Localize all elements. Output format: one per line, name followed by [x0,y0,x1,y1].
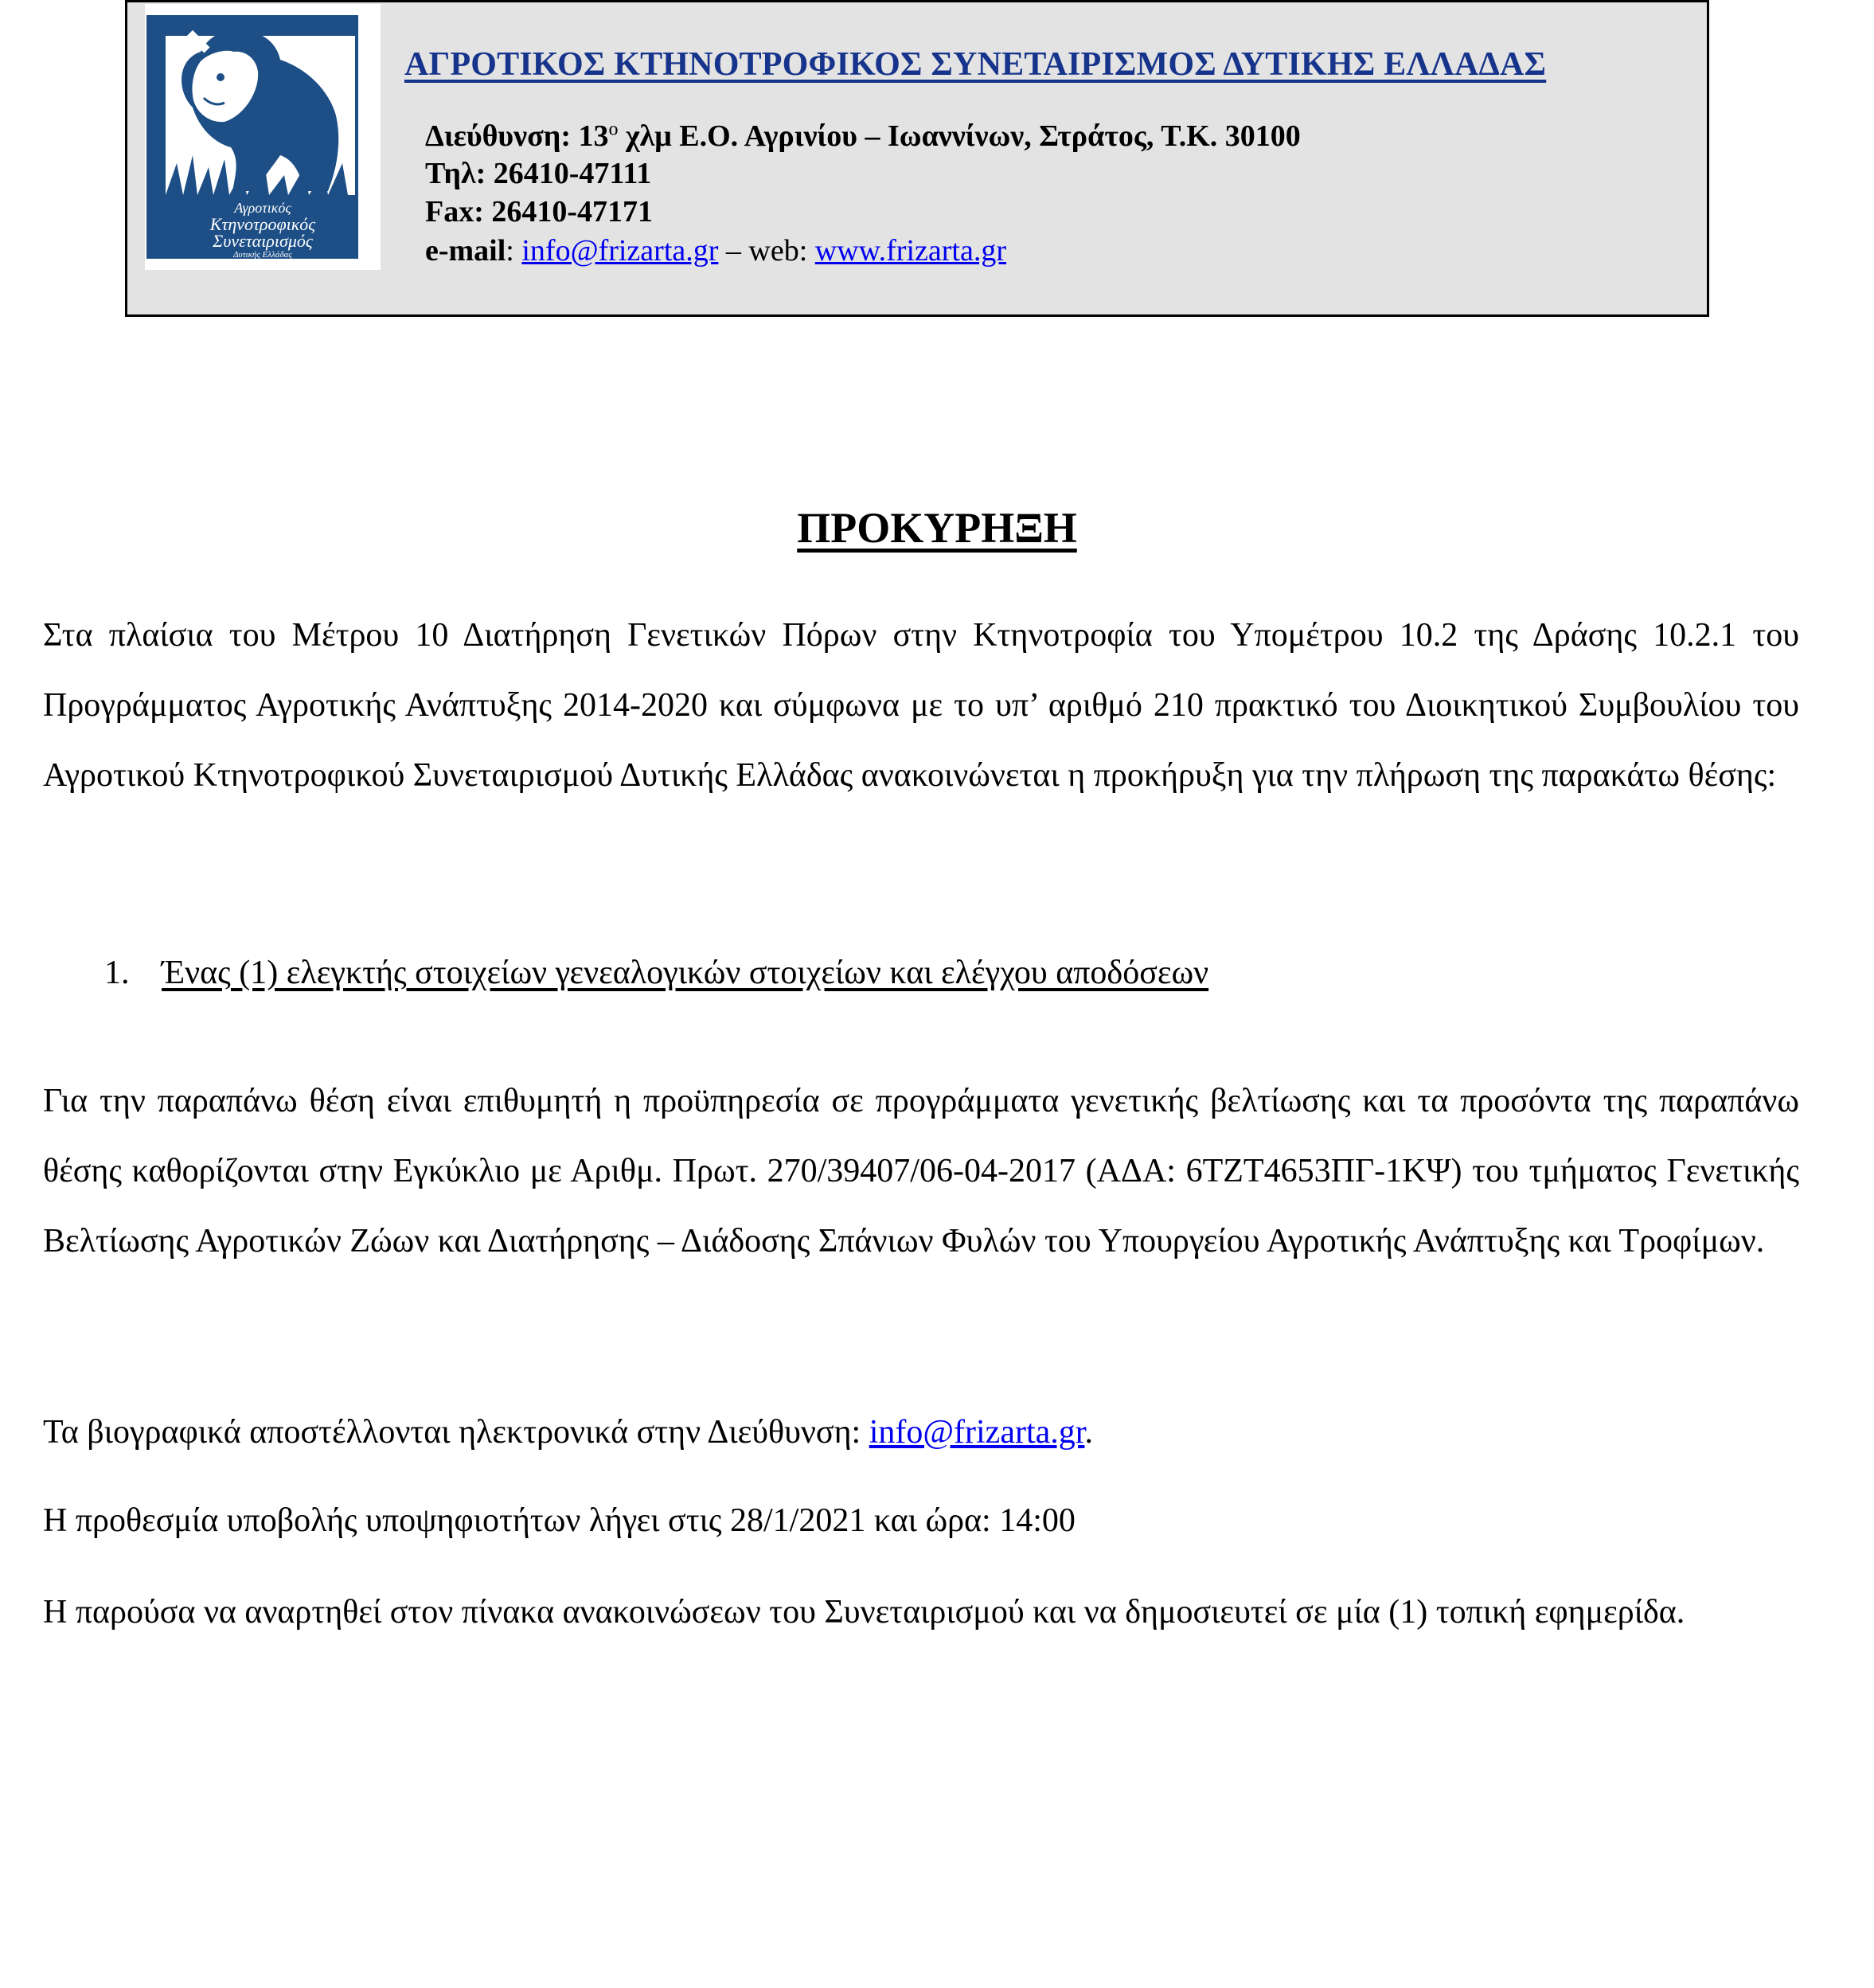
cv-text: Τα βιογραφικά αποστέλλονται ηλεκτρονικά στην Διεύθυνση: [43,1414,869,1451]
phone-line: Τηλ: 26410-47111 [425,157,652,190]
cv-email-link[interactable]: info@frizarta.gr [869,1414,1085,1451]
logo [145,4,381,270]
lamb-logo-icon [145,4,381,270]
logo-caption-1: Αγροτικός [234,200,291,216]
web-link[interactable]: www.frizarta.gr [814,234,1006,268]
address-rest: χλμ Ε.Ο. Αγρινίου – Ιωαννίνων, Στράτος, Τ.Κ. 30100 [618,119,1301,153]
publication-paragraph: Η παρούσα να αναρτηθεί στον πίνακα ανακοινώσεων του Συνεταιρισμού και να δημοσιευτεί σε μία (1) τοπική εφημερίδα. [43,1594,1685,1631]
letterhead [125,0,1709,317]
requirements-paragraph: Για την παραπάνω θέση είναι επιθυμητή η προϋπηρεσία σε προγράμματα γενετικής βελτίωσης και τα προσόντα της παραπάνω θέσης καθορίζονται στην Εγκύκλιο με Αριθμ. Πρωτ. 270/39407/06-04-2017 (ΑΔΑ: 6ΤΖΤ4653ΠΓ-1ΚΨ) του τμήματος Γενετικής Βελτίωσης Αγροτικών Ζώων και Διατήρησης – Διάδοσης Σπάνιων Φυλών του Υπουργείου Αγροτικής Ανάπτυξης και Τροφίμων. [43,1083,1799,1260]
email-web-line [425,233,1006,268]
logo-caption-4: Δυτικής Ελλάδας [233,250,292,260]
logo-caption-3: Συνεταιρισμός [213,231,313,251]
list-item [104,954,1208,992]
fax-line: Fax: 26410-47171 [425,195,654,228]
cv-paragraph [43,1408,1799,1456]
email-link[interactable]: info@frizarta.gr [521,234,719,268]
cv-end: . [1084,1414,1093,1451]
address-prefix: Διεύθυνση: 13 [425,119,609,153]
email-separator: : [506,234,522,268]
web-label: – web: [718,234,815,268]
document-title: ΠΡΟΚΥΡΗΞΗ [797,504,1077,552]
organization-name[interactable]: ΑΓΡΟΤΙΚΟΣ ΚΤΗΝΟΤΡΟΦΙΚΟΣ ΣΥΝΕΤΑΙΡΙΣΜΟΣ ΔΥΤΙΚΗΣ ΕΛΛΑΔΑΣ [404,46,1547,83]
logo-caption-2: Κτηνοτροφικός [209,214,316,234]
list-text: Ένας (1) ελεγκτής στοιχείων γενεαλογικών στοιχείων και ελέγχου αποδόσεων [162,955,1209,991]
deadline-paragraph: Η προθεσμία υποβολής υποψηφιοτήτων λήγει στις 28/1/2021 και ώρα: 14:00 [43,1502,1076,1539]
address-superscript: ο [608,119,619,140]
intro-paragraph: Στα πλαίσια του Μέτρου 10 Διατήρηση Γενετικών Πόρων στην Κτηνοτροφία του Υπομέτρου 10.2 της Δράσης 10.2.1 του Προγράμματος Αγροτικής Ανάπτυξης 2014-2020 και σύμφωνα με το υπ’ αριθμό 210 πρακτικό του Διοικητικού Συμβουλίου του Αγροτικού Κτηνοτροφικού Συνεταιρισμού Δυτικής Ελλάδας ανακοινώνεται η προκήρυξη για την πλήρωση της παρακάτω θέσης: [43,617,1799,794]
list-number: 1. [104,955,130,991]
email-label: e-mail [425,234,506,268]
address-line [425,119,1301,154]
